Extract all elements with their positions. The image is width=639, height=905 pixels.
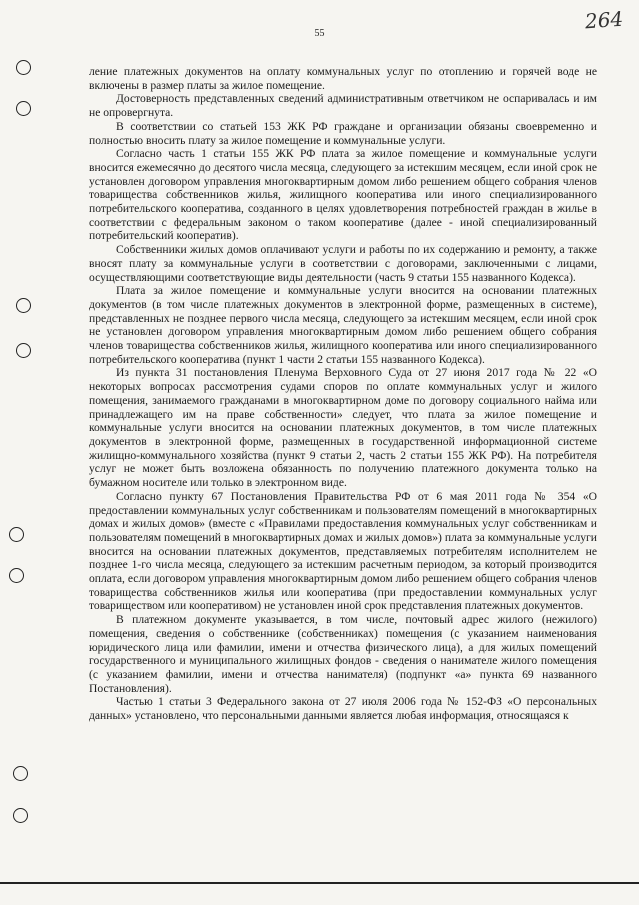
handwritten-page-number: 264 bbox=[584, 6, 624, 34]
binder-hole-icon bbox=[13, 766, 28, 781]
paragraph: В платежном документе указывается, в том числе, почтовый адрес жилого (нежилого) помещения, сведения о собственнике (собственниках) помещения (с указанием наименования юридического лица или фамилии, имени и отчества физического лица), а для жилых помещений государственного и муниципального жилищных фондов - сведения о нанимателе жилого помещения (с указанием фамилии, имени и отчества нанимателя) (подпункт «а» пункта 69 названного Постановления). bbox=[89, 613, 597, 695]
page-number: 55 bbox=[314, 28, 325, 39]
paragraph: Из пункта 31 постановления Пленума Верховного Суда от 27 июня 2017 года № 22 «О некоторых вопросах рассмотрения судами споров по оплате коммунальных услуг и жилого помещения, занимаемого гражданами в многоквартирном доме по договору социального найма или принадлежащего им на праве собственности» следует, что плата за жилое помещение и коммунальные услуги вносится на основании платежных документов, в том числе платежных документов в электронной форме, размещенных в государственной информационной системе жилищно-коммунального хозяйства (пункт 9 статьи 2, часть 2 статьи 155 ЖК РФ). На потребителя услуг не может быть возложена обязанность по получению платежного документа только на бумажном носителе или только в электронном виде. bbox=[89, 366, 597, 490]
paragraph: ление платежных документов на оплату коммунальных услуг по отоплению и горячей воде не включены в размер платы за жилое помещение. bbox=[89, 65, 597, 92]
binder-hole-icon bbox=[16, 298, 31, 313]
paragraph: Согласно часть 1 статьи 155 ЖК РФ плата за жилое помещение и коммунальные услуги вносится ежемесячно до десятого числа месяца, следующего за истекшим месяцем, если иной срок не установлен договором управления многоквартирным домом либо решением общего собрания членов товарищества собственников жилья, жилищного кооператива или иного специализированного потребительского кооператива, созданного в целях удовлетворения потребностей граждан в жилье в соответствии с федеральным законом о таком кооперативе (далее - иной специализированный потребительский кооператив). bbox=[89, 147, 597, 243]
paragraph: Достоверность представленных сведений административным ответчиком не оспаривалась и им не опровергнута. bbox=[89, 92, 597, 120]
binder-hole-icon bbox=[9, 527, 24, 542]
binder-hole-icon bbox=[16, 343, 31, 358]
binder-hole-icon bbox=[9, 568, 24, 583]
paragraph: В соответствии со статьей 153 ЖК РФ граждане и организации обязаны своевременно и полностью вносить плату за жилое помещение и коммунальные услуги. bbox=[89, 119, 597, 147]
binder-hole-icon bbox=[16, 101, 31, 116]
page-bottom-edge bbox=[0, 882, 639, 884]
paragraph: Согласно пункту 67 Постановления Правительства РФ от 6 мая 2011 года № 354 «О предоставлении коммунальных услуг собственникам и пользователям помещений в многоквартирных домах и жилых домов» (вместе с «Правилами предоставления коммунальных услуг собственникам и пользователям помещений в многоквартирных домах и жилых домов») плата за коммунальные услуги вносится на основании платежных документов, представляемых потребителям исполнителем не позднее 1-го числа месяца, следующего за истекшим расчетным периодом, за который производится оплата, если договором управления многоквартирным домом либо решением общего собрания членов товарищества собственников жилья или кооператива (при предоставлении коммунальных услуг товариществом или кооперативом) не установлен иной срок представления платежных документов. bbox=[89, 489, 597, 613]
document-body bbox=[89, 65, 597, 723]
binder-hole-icon bbox=[13, 808, 28, 823]
paragraph: Плата за жилое помещение и коммунальные услуги вносится на основании платежных документов (в том числе платежных документов в электронной форме, размещенных в системе), представленных не позднее первого числа месяца, следующего за истекшим месяцем, если иной срок не установлен договором управления многоквартирным домом либо решением общего собрания членов товарищества собственников жилья, жилищного кооператива или иного специализированного потребительского кооператива (пункт 1 части 2 статьи 155 названного Кодекса). bbox=[89, 284, 597, 366]
paragraph: Частью 1 статьи 3 Федерального закона от 27 июля 2006 года № 152-ФЗ «О персональных данных» установлено, что персональными данными является любая информация, относящаяся к bbox=[89, 695, 597, 723]
binder-hole-icon bbox=[16, 60, 31, 75]
paragraph: Собственники жилых домов оплачивают услуги и работы по их содержанию и ремонту, а также вносят плату за коммунальные услуги в соответствии с договорами, заключенными с лицами, осуществляющими соответствующие виды деятельности (часть 9 статьи 155 названного Кодекса). bbox=[89, 243, 597, 284]
